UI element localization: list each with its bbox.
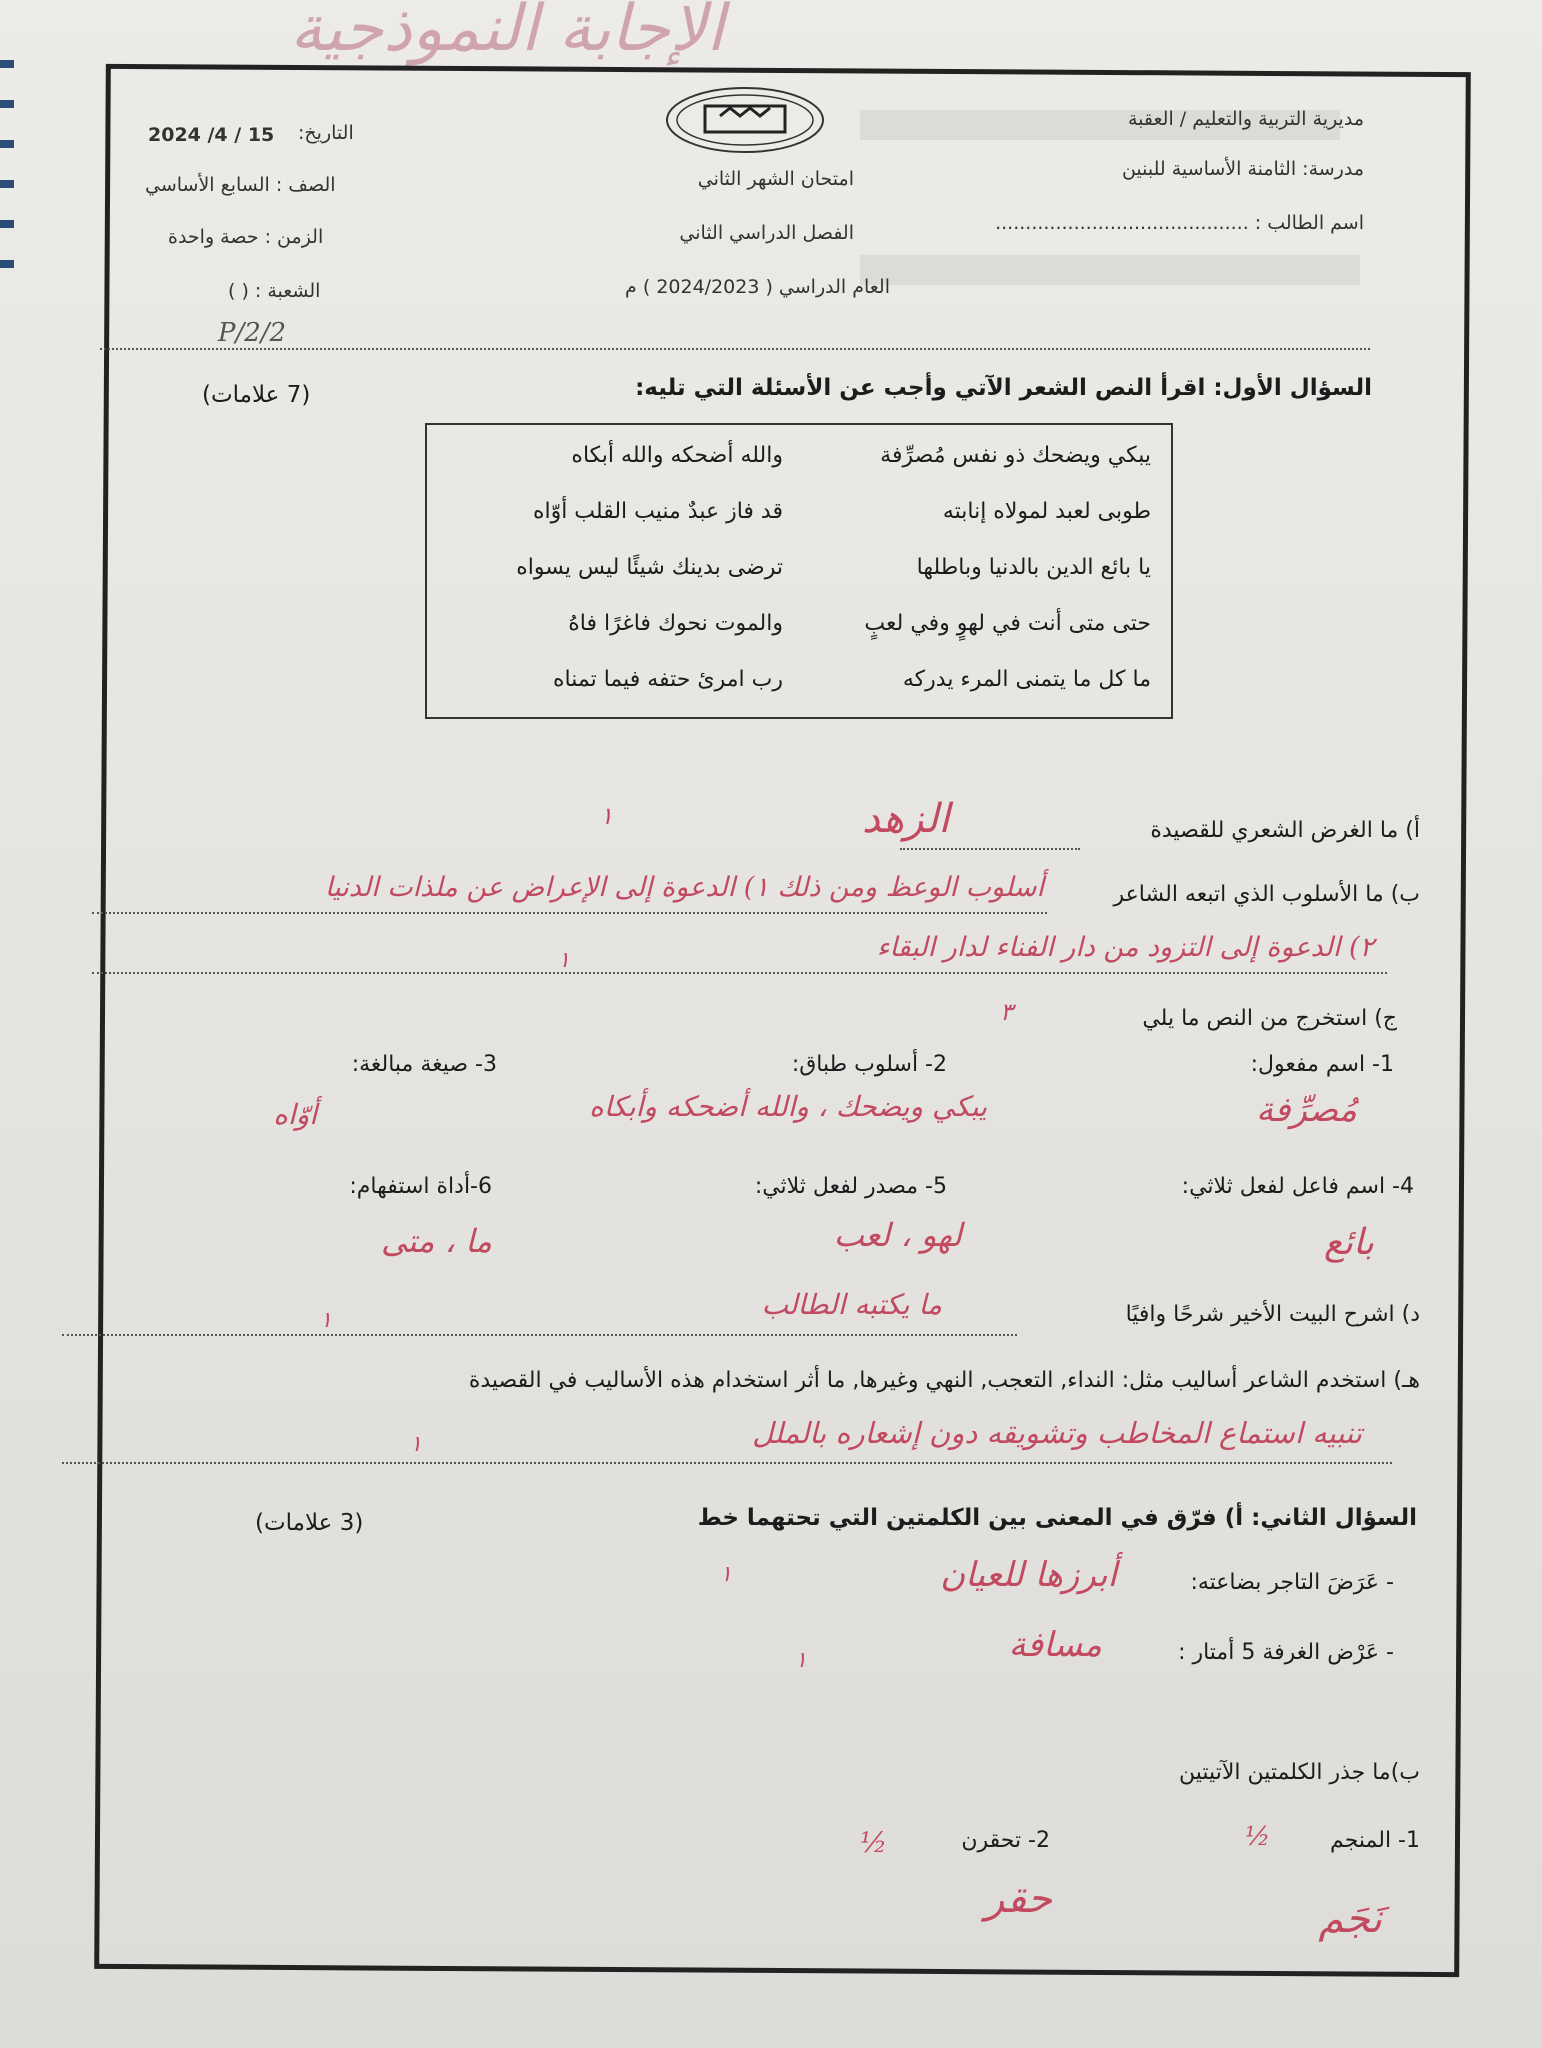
- answer-1d: ما يكتبه الطالب: [761, 1288, 942, 1321]
- root-answer: نَجَم: [1318, 1896, 1382, 1942]
- school-year: العام الدراسي ( 2024/2023 ) م: [625, 276, 890, 298]
- root-mark: ½: [860, 1826, 888, 1859]
- mark-1c: ٣: [1000, 998, 1013, 1026]
- question-2-title: السؤال الثاني: أ) فرّق في المعنى بين الكلمتين التي تحتهما خط: [697, 1505, 1417, 1531]
- verse-left: والله أضحكه والله أبكاه: [571, 443, 783, 468]
- mark-2-line1: ١: [720, 1562, 732, 1587]
- item-answer: أوّاه: [273, 1098, 317, 1131]
- question-1-marks: (7 علامات): [202, 382, 311, 408]
- answer-2-line1: أبرزها للعيان: [940, 1555, 1117, 1595]
- root-answer: حقر: [984, 1876, 1052, 1922]
- item-label: 3- صيغة مبالغة:: [351, 1052, 497, 1077]
- answer-1b-line1: أسلوب الوعظ ومن ذلك ١) الدعوة إلى الإعراض عن ملذات الدنيا: [324, 872, 1044, 903]
- mark-1b: ١: [558, 948, 570, 973]
- item-answer: مُصرِّفة: [1256, 1090, 1357, 1130]
- verse-right: حتى متى أنت في لهوٍ وفي لعبٍ: [864, 611, 1151, 636]
- ministry-logo: [665, 86, 825, 154]
- verse-right: يا بائع الدين بالدنيا وباطلها: [916, 555, 1151, 580]
- answer-1e: تنبيه استماع المخاطب وتشويقه دون إشعاره بالملل: [752, 1416, 1362, 1450]
- date-value: 2024 /4 / 15: [148, 124, 275, 146]
- answer-1a: الزهد: [862, 796, 950, 842]
- root-question: 2- تحقرن: [961, 1828, 1050, 1853]
- duration: الزمن : حصة واحدة: [168, 226, 324, 248]
- item-label: 6-أداة استفهام:: [349, 1174, 492, 1199]
- question-1-title: السؤال الأول: اقرأ النص الشعر الآتي وأجب عن الأسئلة التي تليه:: [635, 375, 1372, 401]
- question-1d: د) اشرح البيت الأخير شرحًا وافيًا: [1125, 1302, 1420, 1327]
- item-label: 2- أسلوب طباق:: [791, 1052, 947, 1077]
- handwritten-title: الإجابة النموذجية: [290, 0, 725, 66]
- item-answer: لهو ، لعب: [833, 1216, 962, 1254]
- student-name-field: اسم الطالب : ..........................................: [995, 212, 1364, 234]
- item-answer: ما ، متى: [380, 1222, 492, 1260]
- verse-left: ترضى بدينك شيئًا ليس يسواه: [516, 555, 783, 580]
- verse-right: طوبى لعبد لمولاه إنابته: [942, 499, 1151, 524]
- verse-right: ما كل ما يتمنى المرء يدركه: [902, 667, 1151, 692]
- binding-hole: [0, 260, 14, 268]
- question-1e: هـ) استخدم الشاعر أساليب مثل: النداء, التعجب, النهي وغيرها, ما أثر استخدام هذه الأساليب في القصيدة: [468, 1368, 1420, 1393]
- exam-title: امتحان الشهر الثاني: [697, 168, 854, 190]
- item-label: 5- مصدر لفعل ثلاثي:: [754, 1174, 947, 1199]
- binding-hole: [0, 140, 14, 148]
- question-1b: ب) ما الأسلوب الذي اتبعه الشاعر: [1113, 882, 1420, 907]
- question-2-marks: (3 علامات): [255, 1510, 364, 1536]
- question-1a: أ) ما الغرض الشعري للقصيدة: [1150, 818, 1420, 843]
- mark-1e: ١: [410, 1432, 422, 1457]
- mark-1a: ١: [600, 802, 613, 830]
- question-2-line1: - عَرَضَ التاجر بضاعته:: [1190, 1570, 1394, 1595]
- header-separator: [100, 348, 1370, 350]
- grade: الصف : السابع الأساسي: [145, 174, 336, 196]
- verse-left: رب امرئ حتفه فيما تمناه: [552, 667, 783, 692]
- question-2-line2: - عَرْض الغرفة 5 أمتار :: [1178, 1640, 1394, 1665]
- mark-2-line2: ١: [795, 1648, 807, 1673]
- answer-1b-line2: ٢) الدعوة إلى التزود من دار الفناء لدار البقاء: [876, 932, 1374, 963]
- date-label: التاريخ:: [298, 122, 354, 144]
- binding-hole: [0, 60, 14, 68]
- section: الشعبة : ( ): [228, 280, 321, 302]
- verse-left: والموت نحوك فاغرًا فاهُ: [568, 611, 783, 636]
- binding-hole: [0, 180, 14, 188]
- directorate: مديرية التربية والتعليم / العقبة: [1127, 108, 1364, 130]
- semester: الفصل الدراسي الثاني: [679, 222, 854, 244]
- handwritten-date: P/2/2: [218, 318, 287, 348]
- item-answer: بائع: [1323, 1222, 1374, 1263]
- answer-2-line2: مسافة: [1008, 1625, 1102, 1665]
- item-label: 4- اسم فاعل لفعل ثلاثي:: [1181, 1174, 1414, 1199]
- item-label: 1- اسم مفعول:: [1250, 1052, 1394, 1077]
- mark-1d: ١: [320, 1308, 332, 1333]
- binding-hole: [0, 220, 14, 228]
- root-mark: ½: [1245, 1822, 1271, 1852]
- verse-right: يبكي ويضحك ذو نفس مُصرِّفة: [880, 443, 1151, 468]
- root-question: 1- المنجم: [1330, 1828, 1420, 1853]
- item-answer: يبكي ويضحك ، والله أضحكه وأبكاه: [589, 1090, 987, 1123]
- question-1c: ج) استخرج من النص ما يلي: [1142, 1006, 1397, 1031]
- school-name: مدرسة: الثامنة الأساسية للبنين: [1121, 158, 1364, 180]
- verse-left: قد فاز عبدٌ منيب القلب أوّاه: [532, 499, 783, 524]
- poem-box: [425, 423, 1173, 719]
- binding-hole: [0, 100, 14, 108]
- question-2b-title: ب)ما جذر الكلمتين الآتيتين: [1179, 1760, 1420, 1785]
